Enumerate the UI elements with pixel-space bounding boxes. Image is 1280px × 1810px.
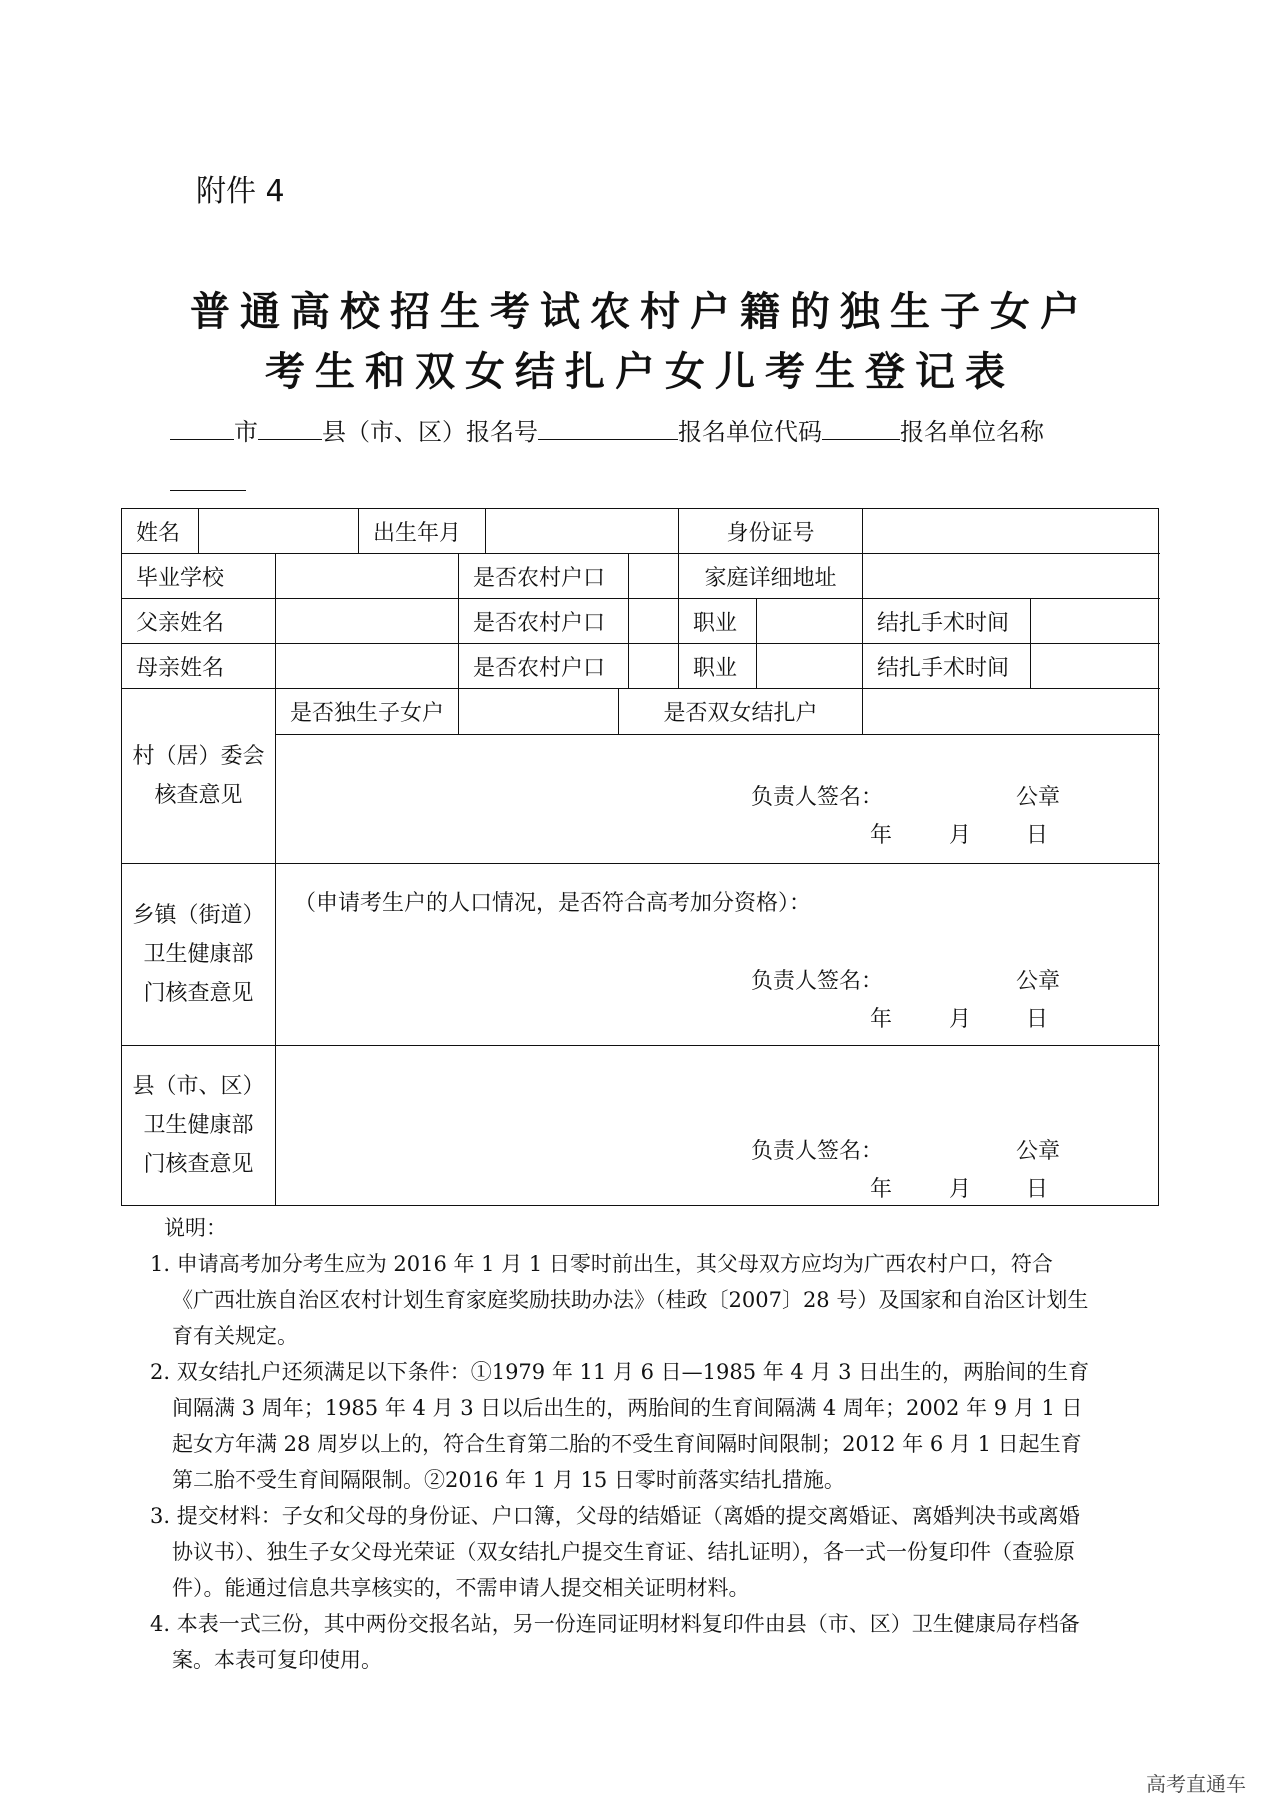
registration-form-table xyxy=(121,508,1159,1206)
watermark-text: 高考直通车 xyxy=(1146,1772,1246,1796)
village-seal-label: 公章 xyxy=(1016,785,1061,810)
father-rural-label: 是否农村户口 xyxy=(459,599,629,644)
village-opinion-box[interactable] xyxy=(276,735,1160,864)
village-label-line2: 核查意见 xyxy=(154,783,243,808)
name-field[interactable] xyxy=(199,509,359,554)
id-number-field[interactable] xyxy=(863,509,1160,554)
county-label-line1: 县（市、区） xyxy=(132,1074,265,1099)
two-daughters-label: 是否双女结扎户 xyxy=(619,689,863,735)
town-note: （申请考生户的人口情况，是否符合高考加分资格）： xyxy=(294,891,812,916)
student-rural-label: 是否农村户口 xyxy=(459,554,629,599)
note-2: 2. 双女结扎户还须满足以下条件：①1979 年 11 月 6 日—1985 年 4 月 3 日出生的，两胎间的生育间隔满 3 周年；1985 年 4 月 3 日以后出生的，两胎间的生育间隔满 4 周年；2002 年 9 月 1 日起女方年满 28 周岁以上的，符合生育第二胎的不受生育间隔时间限制；2012 年 6 月 1 日起生育第二胎不受生育间隔限制。②2016 年 1 月 15 日零时前落实结扎措施。 xyxy=(150,1360,1090,1492)
town-label-line2: 卫生健康部 xyxy=(143,942,254,967)
village-signer-label: 负责人签名： xyxy=(751,785,884,810)
father-surgery-field[interactable] xyxy=(1031,599,1160,644)
note-1: 1. 申请高考加分考生应为 2016 年 1 月 1 日零时前出生，其父母双方应均为广西农村户口，符合《广西壮族自治区农村计划生育家庭奖励扶助办法》（桂政〔2007〕28 号）及国家和自治区计划生育有关规定。 xyxy=(150,1252,1089,1348)
mother-rural-label: 是否农村户口 xyxy=(459,644,629,689)
form-title-line1: 普通高校招生考试农村户籍的独生子女户 xyxy=(190,288,1090,335)
school-label: 毕业学校 xyxy=(122,554,276,599)
mother-job-field[interactable] xyxy=(757,644,863,689)
birth-field[interactable] xyxy=(486,509,679,554)
unit-code-blank[interactable] xyxy=(822,415,900,440)
attachment-label: 附件 4 xyxy=(196,174,285,209)
notes-heading: 说明： xyxy=(164,1216,227,1240)
city-label: 市 xyxy=(234,418,258,446)
form-title-line2: 考生和双女结扎户女儿考生登记表 xyxy=(265,348,1015,395)
mother-name-field[interactable] xyxy=(276,644,459,689)
name-label: 姓名 xyxy=(122,509,199,554)
town-seal-label: 公章 xyxy=(1016,969,1061,994)
town-signer-label: 负责人签名： xyxy=(751,969,884,994)
note-4: 4. 本表一式三份，其中两份交报名站，另一份连同证明材料复印件由县（市、区）卫生健康局存档备案。本表可复印使用。 xyxy=(150,1612,1080,1672)
mother-label: 母亲姓名 xyxy=(122,644,276,689)
county-label-line2: 卫生健康部 xyxy=(143,1113,254,1138)
county-opinion-box[interactable] xyxy=(276,1046,1160,1205)
town-day-label: 日 xyxy=(1026,1007,1049,1032)
county-year-label: 年 xyxy=(870,1177,893,1202)
father-job-label: 职业 xyxy=(679,599,757,644)
reg-number-blank[interactable] xyxy=(538,415,678,440)
town-label-line3: 门核查意见 xyxy=(143,981,254,1006)
father-job-field[interactable] xyxy=(757,599,863,644)
registration-line xyxy=(170,412,1044,447)
county-seal-label: 公章 xyxy=(1016,1139,1061,1164)
unit-code-label: 报名单位代码 xyxy=(678,418,822,446)
county-day-label: 日 xyxy=(1026,1177,1049,1202)
mother-job-label: 职业 xyxy=(679,644,757,689)
county-signer-label: 负责人签名： xyxy=(751,1139,884,1164)
school-field[interactable] xyxy=(276,554,459,599)
two-daughters-field[interactable] xyxy=(863,689,1160,735)
unit-name-label: 报名单位名称 xyxy=(900,418,1044,446)
county-label: 县（市、区）报名号 xyxy=(322,418,538,446)
village-label-line1: 村（居）委会 xyxy=(132,744,265,769)
note-3: 3. 提交材料：子女和父母的身份证、户口簿，父母的结婚证（离婚的提交离婚证、离婚判决书或离婚协议书）、独生子女父母光荣证（双女结扎户提交生育证、结扎证明），各一式一份复印件（查验原件）。能通过信息共享核实的，不需申请人提交相关证明材料。 xyxy=(150,1504,1080,1600)
town-opinion-box[interactable] xyxy=(276,864,1160,1046)
unit-name-blank[interactable] xyxy=(170,470,246,491)
father-name-field[interactable] xyxy=(276,599,459,644)
county-label-line3: 门核查意见 xyxy=(143,1152,254,1177)
county-review-label xyxy=(122,1046,276,1205)
town-review-label xyxy=(122,864,276,1046)
mother-surgery-field[interactable] xyxy=(1031,644,1160,689)
father-rural-field[interactable] xyxy=(629,599,679,644)
father-surgery-label: 结扎手术时间 xyxy=(863,599,1031,644)
city-blank[interactable] xyxy=(170,415,234,440)
village-month-label: 月 xyxy=(949,823,972,848)
only-child-label: 是否独生子女户 xyxy=(276,689,459,735)
only-child-field[interactable] xyxy=(459,689,619,735)
notes-section xyxy=(150,1210,1090,1678)
address-field[interactable] xyxy=(863,554,1160,599)
town-label-line1: 乡镇（街道） xyxy=(132,903,265,928)
mother-surgery-label: 结扎手术时间 xyxy=(863,644,1031,689)
student-rural-field[interactable] xyxy=(629,554,679,599)
birth-label: 出生年月 xyxy=(359,509,486,554)
village-day-label: 日 xyxy=(1026,823,1049,848)
village-year-label: 年 xyxy=(870,823,893,848)
father-label: 父亲姓名 xyxy=(122,599,276,644)
village-review-label xyxy=(122,689,276,864)
id-number-label: 身份证号 xyxy=(679,509,863,554)
address-label: 家庭详细地址 xyxy=(679,554,863,599)
mother-rural-field[interactable] xyxy=(629,644,679,689)
town-year-label: 年 xyxy=(870,1007,893,1032)
county-blank[interactable] xyxy=(258,415,322,440)
town-month-label: 月 xyxy=(949,1007,972,1032)
county-month-label: 月 xyxy=(949,1177,972,1202)
